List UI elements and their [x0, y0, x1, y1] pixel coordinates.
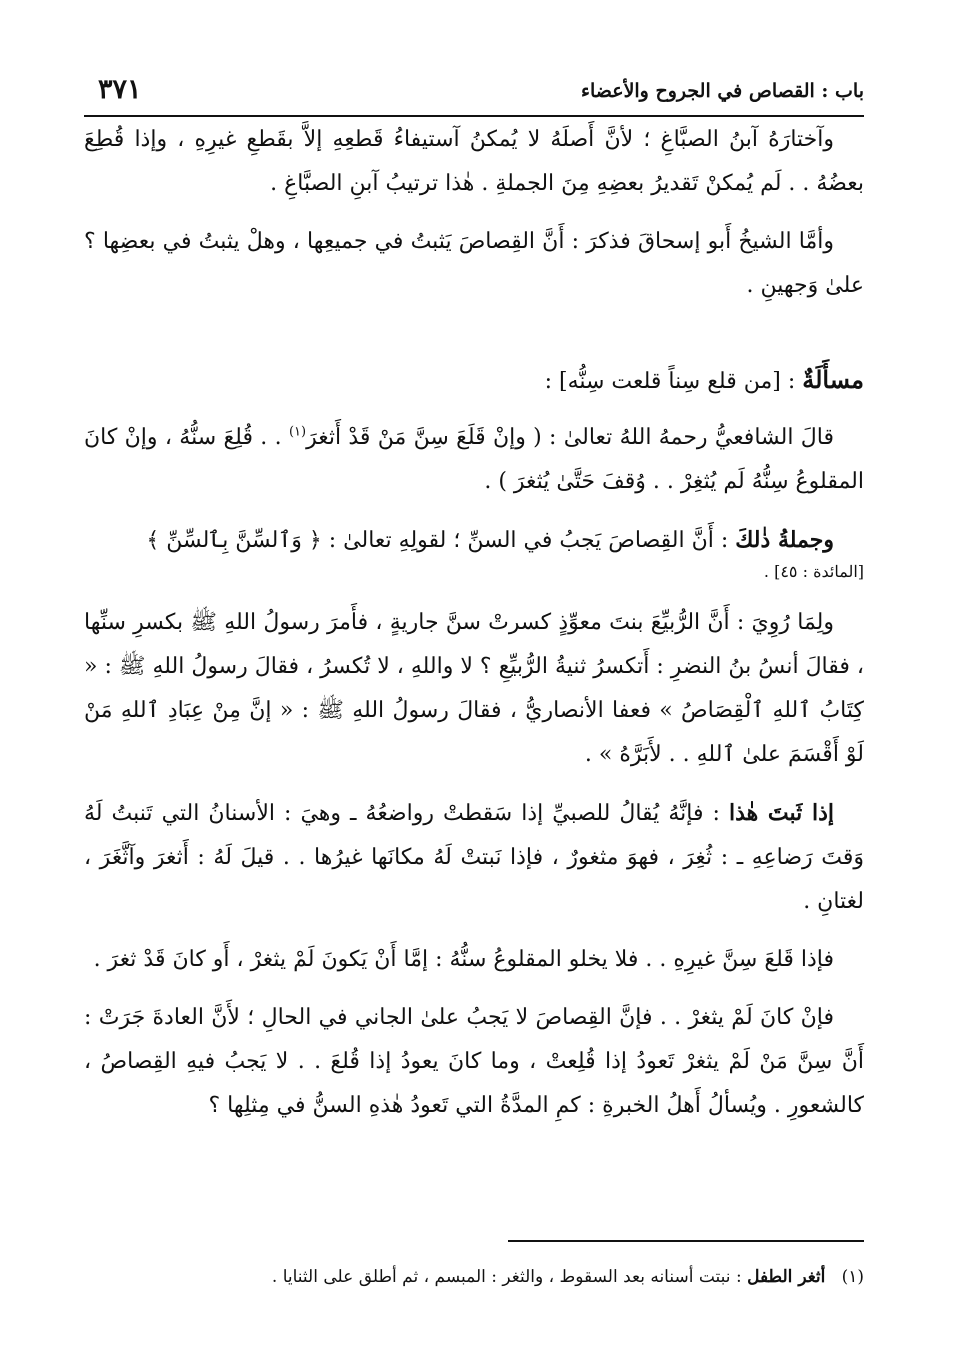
- jumla-lead: وجملةُ ذٰلكَ: [735, 527, 834, 553]
- paragraph: فإنْ كانَ لَمْ يثغرْ . . فإنَّ القِصاصَ لا يَجبُ علىٰ الجاني في الحالِ ؛ لأَنَّ العادةَ جَرَتْ : أَنَّ سِنَّ مَنْ لَمْ يثغرْ تَعودُ إذا قُلِعتْ ، وما كانَ يعودُ إذا قُلعَ . . لا يَجبُ فيهِ القِصاصُ ، كالشعورِ . ويُسألُ أَهلُ الخبرةِ : كمِ المدَّةُ التي تَعودُ هٰذهِ السنُّ في مِثلِها ؟: [84, 1005, 864, 1118]
- footnote-term: أثغر الطفل: [747, 1267, 826, 1287]
- jumla-paragraph: [84, 518, 864, 563]
- page-header: [84, 72, 864, 112]
- quote-text: قالَ الشافعيُّ رحمهُ اللهُ تعالىٰ : ( وإنْ قَلَعَ سِنَّ مَنْ قَدْ أَثغرَ: [306, 425, 834, 450]
- quran-citation: [المائدة : ٤٥] .: [763, 562, 864, 581]
- footnote-text: : نبتت أسنانه بعد السقوط ، والثغر : المبسم ، ثم أطلق على الثنايا .: [271, 1267, 748, 1287]
- thabata-lead: إذا ثَبتَ هٰذا: [728, 800, 834, 826]
- masala-separator: :: [780, 369, 803, 394]
- quote-paragraph: [84, 416, 864, 504]
- paragraph: وآختارَهُ آبنُ الصبَّاغِ ؛ لأنَّ أَصلَهُ لا يُمكنُ آستيفاءُ قَطعِهِ إلاَّ بقَطعِ غيرِهِ ، وإذا قُطِعَ بعضُهُ . . لَم يُمكنْ تَقديرُ بعضِهِ مِنَ الجملةِ . هٰذا ترتيبُ آبنِ الصبَّاغِ .: [84, 127, 864, 196]
- chapter-title: باب : القصاص في الجروح والأعضاء: [581, 80, 864, 102]
- masala-label: مسأَلَةٌ: [802, 365, 864, 394]
- masala-title: [من قلع سِناً قلعت سِنُّه] :: [544, 369, 781, 394]
- footnote-marker: (١): [288, 424, 307, 440]
- hadith-paragraph: ولِمَا رُوِيَ : أَنَّ الرُّبيِّعَ بنتَ معوِّذٍ كسرتْ سنَّ جاريةٍ ، فأَمرَ رسولُ اللهِ ﷺ بكسرِ سنِّها ، فقالَ أنسُ بنُ النضرِ : أَتكسرُ ثنيةُ الرُّبيِّعِ ؟ لا واللهِ ، لا تُكسرُ ، فقالَ رسولُ اللهِ ﷺ : « كِتَابُ ٱللهِ ٱلْقِصَاصُ » فعفا الأنصاريُّ ، فقالَ رسولُ اللهِ ﷺ : « إنَّ مِنْ عِبَادِ ٱللهِ مَنْ لَوْ أَقْسَمَ علىٰ ٱللهِ . . لأَبَرَّهُ » .: [84, 610, 864, 767]
- footnote-number: (١): [841, 1267, 864, 1287]
- thabata-paragraph: [84, 791, 864, 924]
- main-text: [84, 118, 864, 1142]
- footnote-divider: [508, 1240, 864, 1242]
- jumla-text: : أَنَّ القِصاصَ يَجبُ في السنِّ ؛ لقولِهِ تعالىٰ : ﴿ وَٱلسِّنَّ بِٱلسِّنِّ ﴾: [146, 528, 736, 553]
- footnote: [84, 1262, 864, 1292]
- page-number: ٣٧١: [98, 74, 142, 105]
- paragraph: وأمَّا الشيخُ أَبو إسحاقَ فذكرَ : أَنَّ القِصاصَ يَثبتُ في جميعِها ، وهلْ يثبتُ في بعضِها ؟ علىٰ وَجهينِ .: [84, 229, 864, 298]
- paragraph: فإذا قَلعَ سِنَّ غيرِهِ . . فلا يخلو المقلوعُ سنُّهُ : إمَّا أَنْ يَكونَ لَمْ يثغرْ ، أَو كانَ قَدْ ثغرَ .: [93, 947, 834, 972]
- thabata-text: : فإنَّهُ يُقالُ للصبيِّ إذا سَقطتْ رواضعُهُ ـ وهيَ : الأسنانُ التي تَنبتُ لَهُ وَقتَ رَضاعِهِ ـ : ثُغِرَ ، فهوَ مثغورٌ ، فإذا نَبتتْ لَهُ مكانَها غيرُها . . قيلَ لَهُ : أَثغرَ وآثَّغَرَ ، لغتانِ .: [84, 801, 864, 914]
- quote-text-continued: . . قُلِعَ سنُّهُ ، وإنْ كانَ المقلوعُ سِنُّهُ لَم يُثغِرْ . . وُقفَ حَتَّىٰ يُثغرَ ) .: [84, 425, 864, 494]
- masala-heading: [84, 360, 864, 402]
- header-divider: [84, 115, 864, 117]
